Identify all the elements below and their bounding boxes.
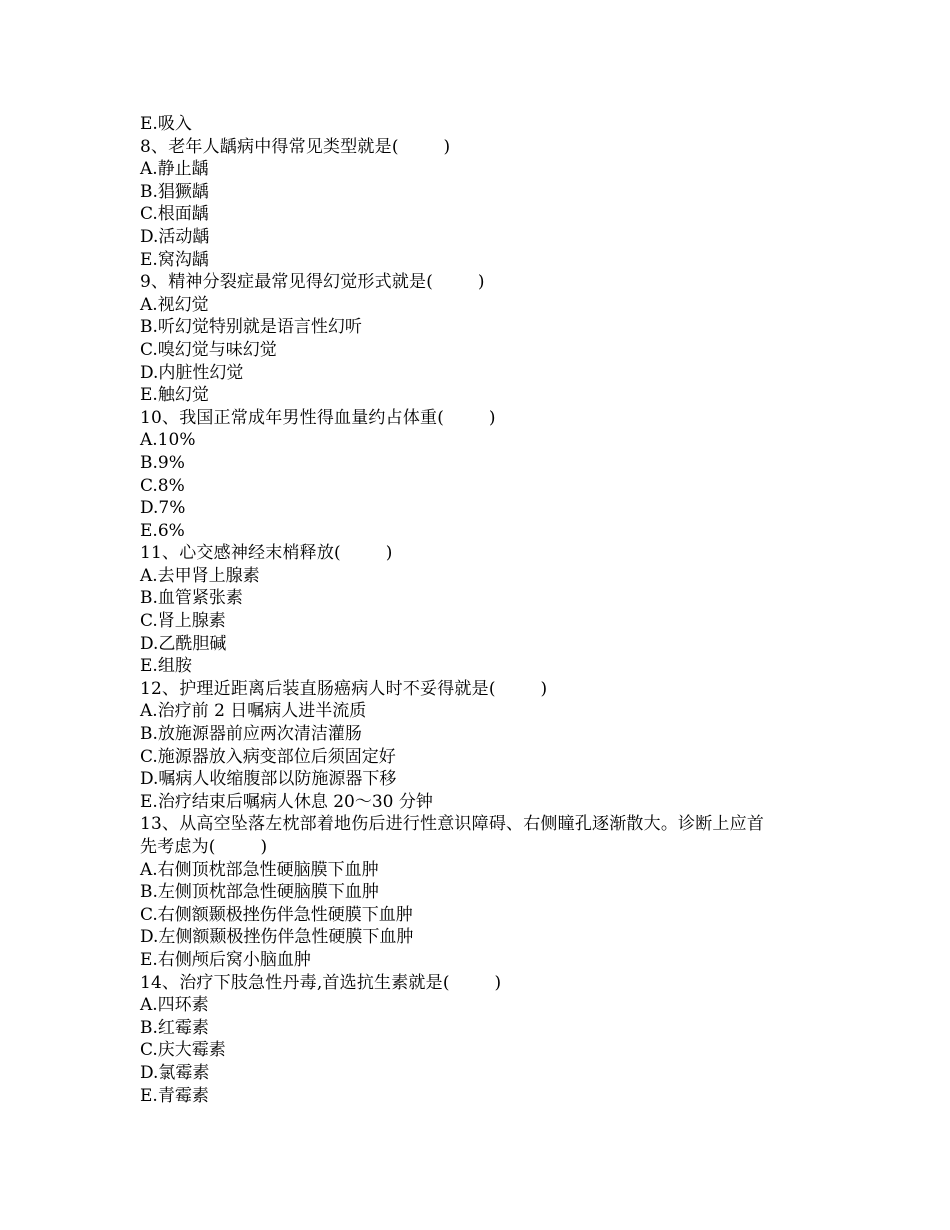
answer-option: B.血管紧张素: [140, 588, 243, 609]
answer-option: B.放施源器前应两次清洁灌肠: [140, 724, 362, 745]
answer-option: C.肾上腺素: [140, 611, 226, 632]
answer-option: A.视幻觉: [140, 294, 209, 315]
answer-option: A.右侧顶枕部急性硬脑膜下血肿: [140, 859, 379, 880]
question-text: 先考虑为( ): [140, 837, 268, 857]
question-text: 11、心交感神经末梢释放( ): [140, 543, 393, 564]
answer-option: A.治疗前 2 日嘱病人进半流质: [140, 701, 367, 722]
answer-option: C.施源器放入病变部位后须固定好: [140, 746, 396, 767]
question-text: 10、我国正常成年男性得血量约占体重( ): [140, 407, 496, 428]
question-text: 8、老年人龋病中得常见类型就是( ): [140, 136, 451, 157]
answer-option: E.触幻觉: [140, 385, 209, 406]
answer-option: D.7%: [140, 498, 186, 519]
answer-option: E.吸入: [140, 114, 192, 134]
answer-option: A.四环素: [140, 995, 209, 1016]
answer-option: E.6%: [140, 520, 185, 541]
answer-option: C.右侧额颞极挫伤伴急性硬膜下血肿: [140, 904, 413, 925]
answer-option: B.听幻觉特别就是语言性幻听: [140, 317, 362, 338]
answer-option: B.猖獗龋: [140, 181, 209, 202]
answer-option: D.氯霉素: [140, 1062, 210, 1083]
answer-option: C.8%: [140, 475, 185, 496]
answer-option: E.组胺: [140, 656, 192, 677]
answer-option: A.静止龋: [140, 159, 209, 180]
answer-option: C.庆大霉素: [140, 1040, 226, 1061]
answer-option: B.左侧顶枕部急性硬脑膜下血肿: [140, 882, 379, 903]
question-text: 12、护理近距离后装直肠癌病人时不妥得就是( ): [140, 678, 548, 699]
answer-option: D.内脏性幻觉: [140, 362, 244, 383]
question-text: 13、从高空坠落左枕部着地伤后进行性意识障碍、右侧瞳孔逐渐散大。诊断上应首: [140, 814, 765, 835]
answer-option: A.10%: [140, 430, 196, 451]
answer-option: E.青霉素: [140, 1085, 209, 1106]
exam-question-list: [140, 113, 820, 1107]
answer-option: D.左侧额颞极挫伤伴急性硬膜下血肿: [140, 927, 414, 948]
answer-option: D.嘱病人收缩腹部以防施源器下移: [140, 769, 397, 790]
answer-option: D.活动龋: [140, 226, 210, 247]
answer-option: B.9%: [140, 452, 185, 473]
answer-option: E.窝沟龋: [140, 249, 209, 270]
answer-option: E.右侧颅后窝小脑血肿: [140, 949, 311, 970]
answer-option: E.治疗结束后嘱病人休息 20～30 分钟: [140, 791, 433, 812]
question-text: 9、精神分裂症最常见得幻觉形式就是( ): [140, 272, 485, 293]
answer-option: D.乙酰胆碱: [140, 633, 227, 654]
answer-option: A.去甲肾上腺素: [140, 565, 260, 586]
answer-option: C.根面龋: [140, 204, 209, 225]
answer-option: B.红霉素: [140, 1017, 209, 1038]
question-text: 14、治疗下肢急性丹毒,首选抗生素就是( ): [140, 972, 502, 993]
answer-option: C.嗅幻觉与味幻觉: [140, 339, 277, 360]
